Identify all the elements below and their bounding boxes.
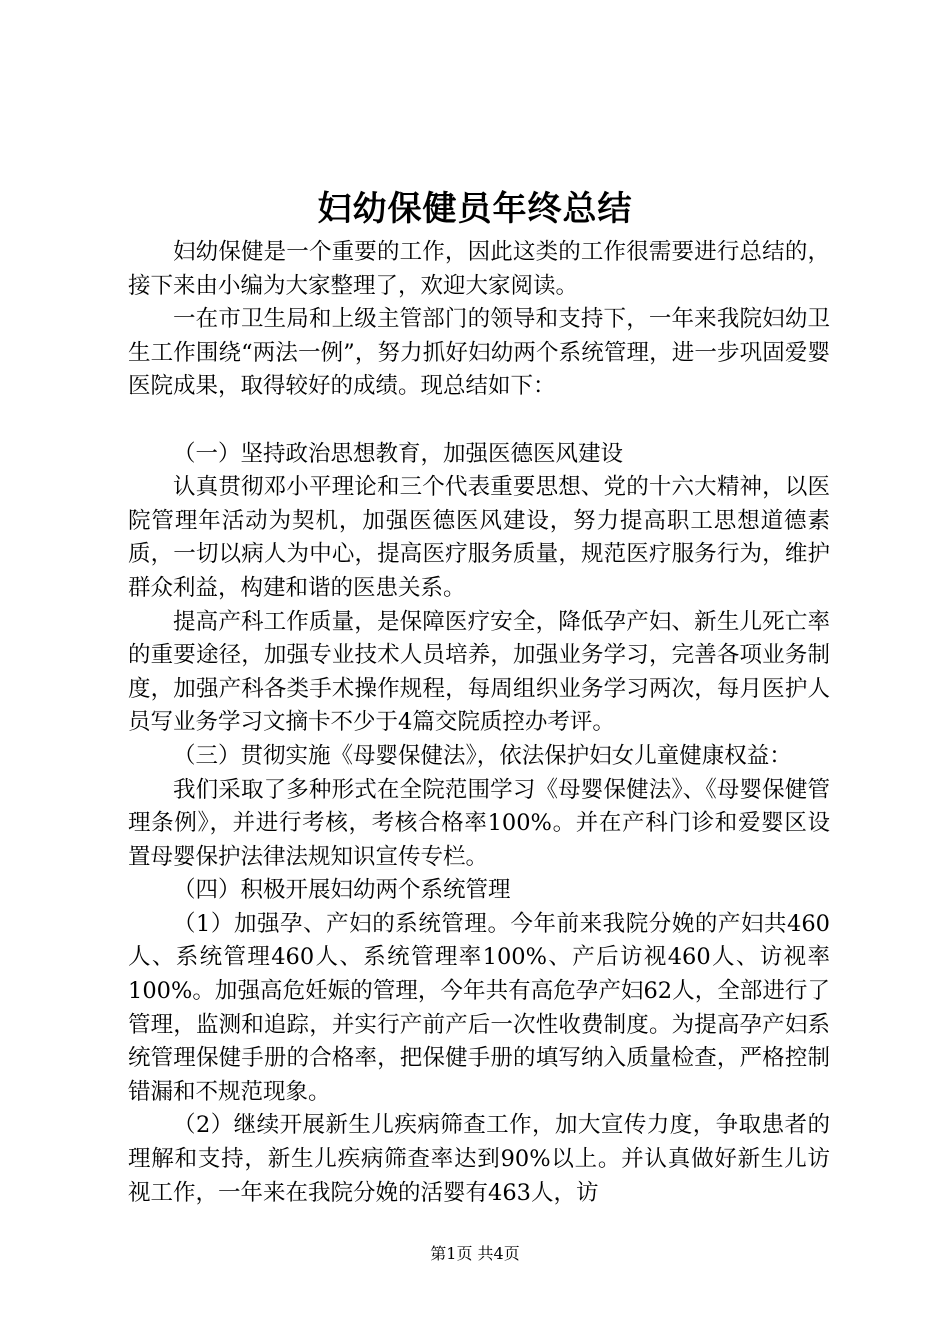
paragraph-overview: 一在市卫生局和上级主管部门的领导和支持下，一年来我院妇幼卫生工作围绕“两法一例”，努力抓好妇幼两个系统管理，进一步巩固爱婴医院成果，取得较好的成绩。现总结如下： [128,306,830,400]
paragraph-item-1: （1）加强孕、产妇的系统管理。今年前来我院分娩的产妇共460人、系统管理460人、系统管理率100%、产后访视460人、访视率100%。加强高危妊娠的管理，今年共有高危孕产妇62人，全部进行了管理，监测和追踪，并实行产前产后一次性收费制度。为提高孕产妇系统管理保健手册的合格率，把保健手册的填写纳入质量检查，严格控制错漏和不规范现象。 [128,910,830,1105]
document-body [128,236,830,1210]
section-heading-3: （三）贯彻实施《母婴保健法》，依法保护妇女儿童健康权益： [173,742,792,769]
paragraph-section-3: 我们采取了多种形式在全院范围学习《母婴保健法》、《母婴保健管理条例》，并进行考核，考核合格率100%。并在产科门诊和爱婴区设置母婴保护法律法规知识宣传专栏。 [128,776,830,870]
paragraph-obstetrics: 提高产科工作质量，是保障医疗安全，降低孕产妇、新生儿死亡率的重要途径，加强专业技术人员培养，加强业务学习，完善各项业务制度，加强产科各类手术操作规程，每周组织业务学习两次，每月医护人员写业务学习文摘卡不少于4篇交院质控办考评。 [128,608,830,736]
paragraph-section-1: 认真贯彻邓小平理论和三个代表重要思想、党的十六大精神，以医院管理年活动为契机，加强医德医风建设，努力提高职工思想道德素质，一切以病人为中心，提高医疗服务质量，规范医疗服务行为，维护群众利益，构建和谐的医患关系。 [128,474,830,601]
document-title: 妇幼保健员年终总结 [317,189,633,229]
section-heading-1: （一）坚持政治思想教育，加强医德医风建设 [173,440,624,467]
paragraph-item-2: （2）继续开展新生儿疾病筛查工作，加大宣传力度，争取患者的理解和支持，新生儿疾病筛查率达到90%以上。并认真做好新生儿访视工作，一年来在我院分娩的活婴有463人，访 [128,1112,830,1206]
section-heading-4: （四）积极开展妇幼两个系统管理 [173,877,511,904]
page-number-footer: 第1页 共4页 [430,1244,520,1263]
paragraph-intro: 妇幼保健是一个重要的工作，因此这类的工作很需要进行总结的，接下来由小编为大家整理了，欢迎大家阅读。 [128,239,830,299]
